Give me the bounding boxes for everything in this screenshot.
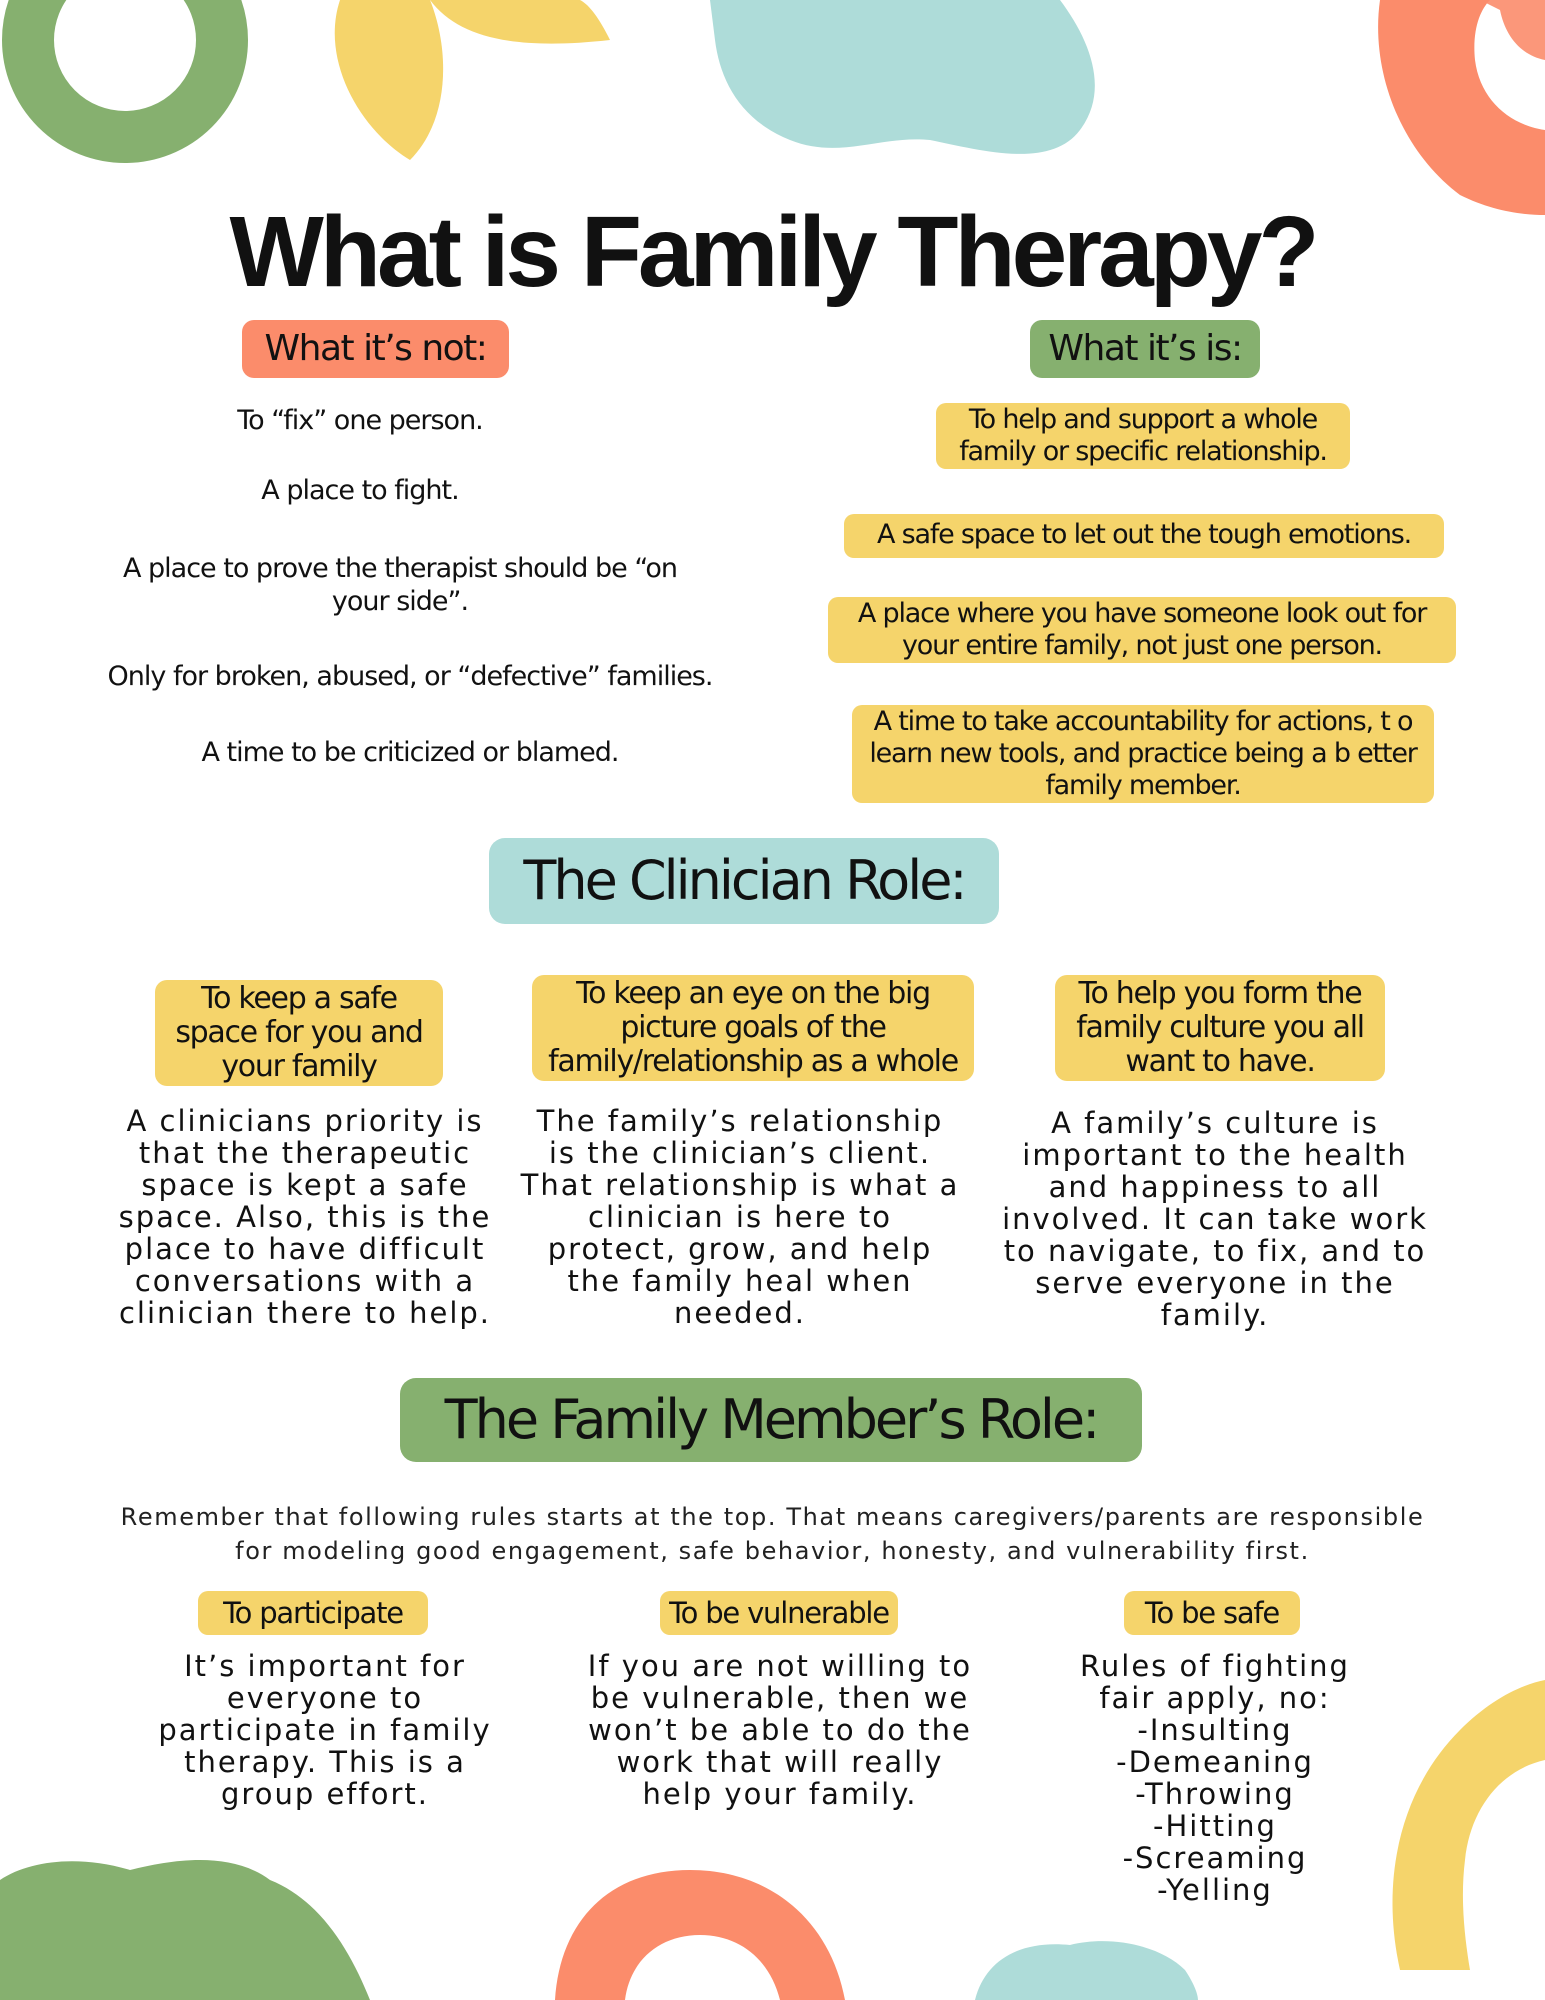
family-role-label: To be safe <box>1124 1591 1300 1635</box>
family-role-text: If you are not willing to be vulnerable, then we won’t be able to do the work that will really help your family. <box>587 1649 973 1811</box>
not-section-header: What it’s not: <box>242 320 509 378</box>
is-section-header: What it’s is: <box>1030 320 1260 378</box>
family-role-label: To be vulnerable <box>660 1591 898 1635</box>
safe-rule-item: -Insulting <box>1137 1713 1293 1747</box>
teal-blob-shape <box>975 1941 1198 2000</box>
family-role-label: To participate <box>198 1591 428 1635</box>
orange-arch-shape <box>1480 0 1545 60</box>
clinician-role-label: To keep an eye on the big picture goals of the family/relationship as a whole <box>532 975 974 1081</box>
not-item: A place to fight. <box>261 475 459 506</box>
safe-rules-list <box>1060 1714 1370 1906</box>
clinician-role-text: The family’s relationship is the clinician’s client. That relationship is what a clinician is here to protect, grow, and help the family heal when needed. <box>520 1104 960 1330</box>
safe-rule-item: -Yelling <box>1157 1873 1273 1907</box>
is-item: To help and support a whole family or specific relationship. <box>936 403 1350 469</box>
safe-rule-item: -Demeaning <box>1116 1745 1314 1779</box>
yellow-petal-shape <box>430 0 610 44</box>
orange-arch-shape <box>555 1870 845 2000</box>
clinician-role-header: The Clinician Role: <box>489 838 999 924</box>
is-item: A time to take accountability for actions, t o learn new tools, and practice being a b etter family member. <box>852 705 1434 803</box>
is-item: A place where you have someone look out for your entire family, not just one person. <box>828 597 1456 663</box>
green-ring-shape <box>28 0 222 137</box>
yellow-petal-shape <box>335 0 443 160</box>
page-title: What is Family Therapy? <box>229 196 1316 308</box>
not-item: A place to prove the therapist should be “on your side”. <box>122 553 678 617</box>
safe-rule-item: -Screaming <box>1122 1841 1308 1875</box>
clinician-role-text: A family’s culture is important to the health and happiness to all involved. It can take work to navigate, to fix, and to serve everyone in the family. <box>1002 1106 1428 1332</box>
family-role-intro: Rules of fighting fair apply, no: <box>1080 1649 1350 1715</box>
clinician-role-text: A clinicians priority is that the therapeutic space is kept a safe space. Also, this is the place to have difficult conversations with a clinician there to help. <box>118 1104 492 1330</box>
yellow-arch-shape <box>1393 1680 1545 1970</box>
is-item: A safe space to let out the tough emotions. <box>844 514 1444 558</box>
clinician-role-label: To help you form the family culture you all want to have. <box>1055 975 1385 1081</box>
family-role-note: Remember that following rules starts at the top. That means caregivers/parents are responsible for modeling good engagement, safe behavior, honesty, and vulnerability first. <box>120 1503 1425 1565</box>
not-item: To “fix” one person. <box>237 405 483 436</box>
teal-blob-shape <box>710 0 1095 154</box>
clinician-role-label: To keep a safe space for you and your family <box>155 980 443 1086</box>
not-item: Only for broken, abused, or “defective” families. <box>107 661 713 692</box>
safe-rule-item: -Hitting <box>1153 1809 1277 1843</box>
not-item: A time to be criticized or blamed. <box>201 737 619 768</box>
green-blob-shape <box>0 1860 370 2000</box>
family-role-header: The Family Member’s Role: <box>400 1378 1142 1462</box>
family-role-text: It’s important for everyone to participate in family therapy. This is a group effort. <box>158 1649 492 1811</box>
safe-rule-item: -Throwing <box>1135 1777 1295 1811</box>
